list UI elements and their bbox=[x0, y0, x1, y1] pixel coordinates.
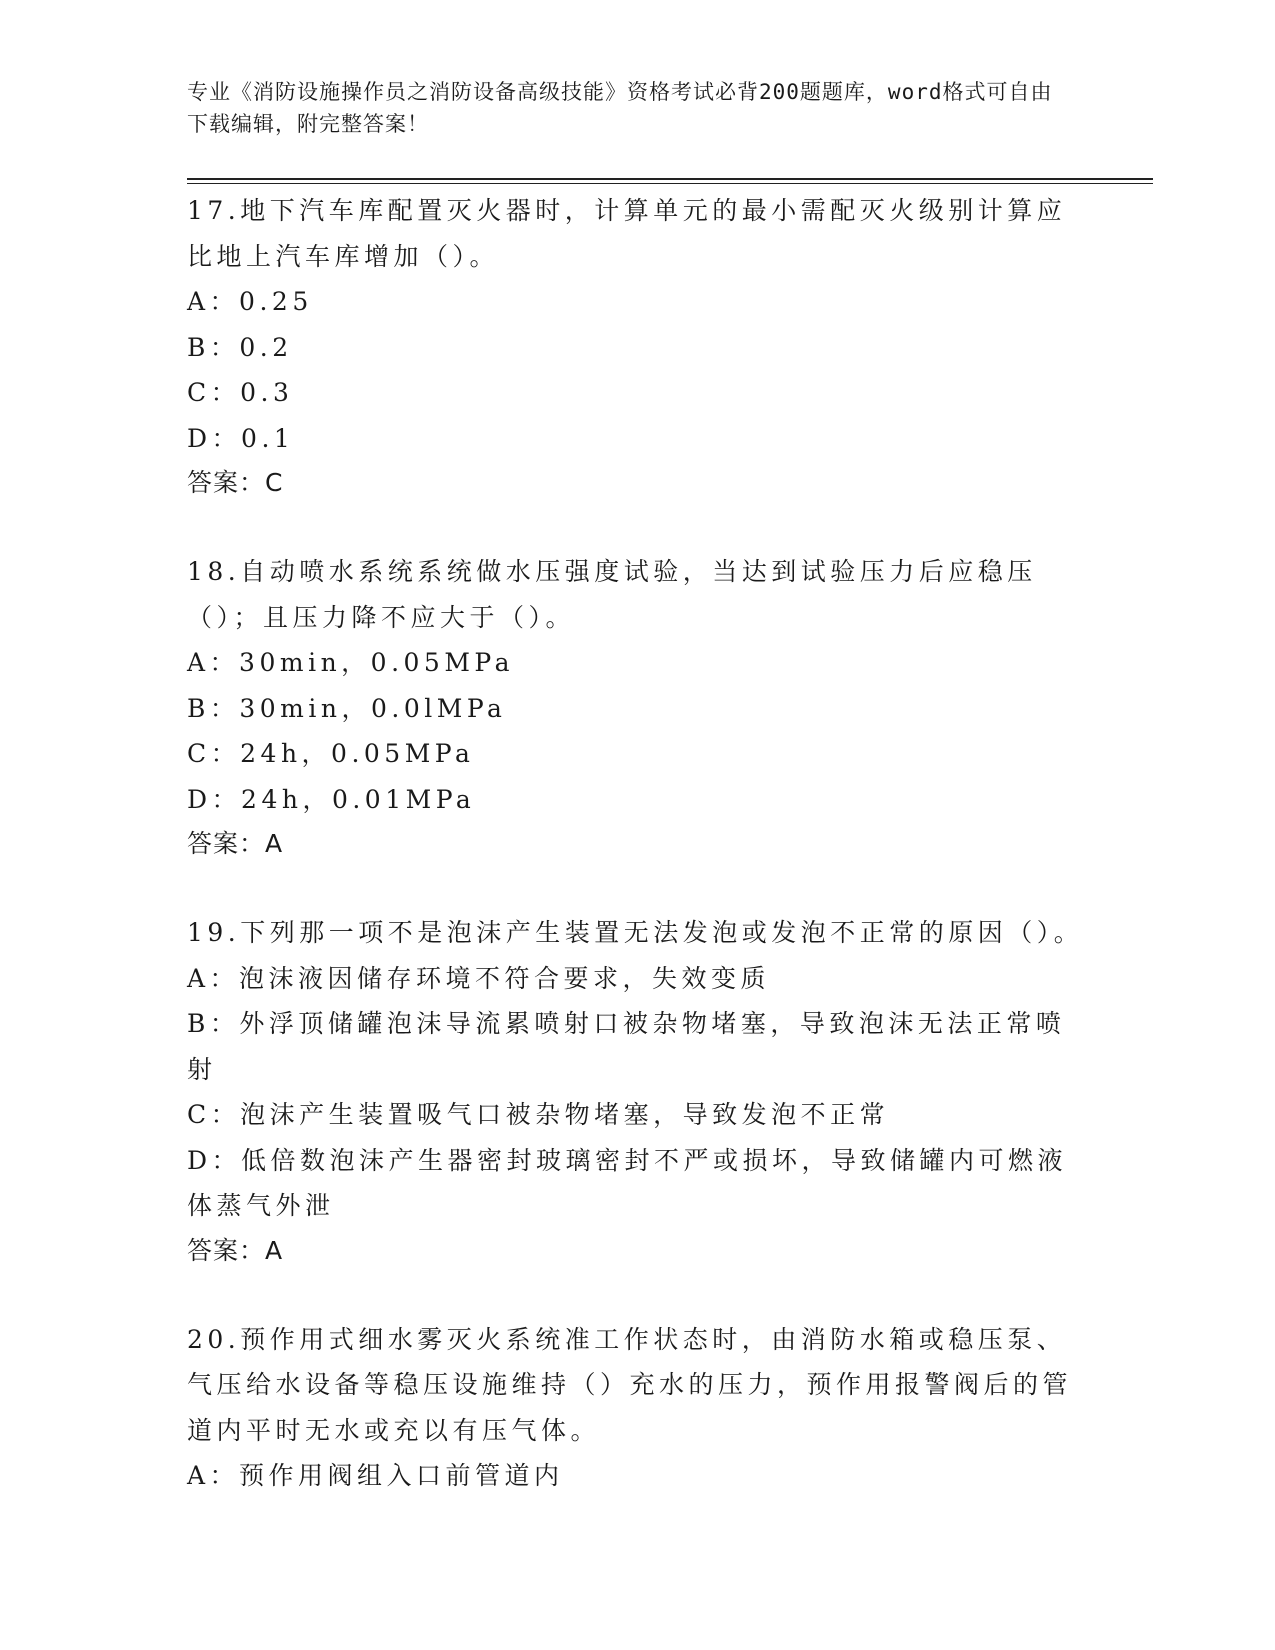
option-c: C：24h，0.05MPa bbox=[187, 739, 475, 768]
header-divider-thin bbox=[187, 183, 1153, 184]
option-a: A：0.25 bbox=[187, 287, 313, 316]
option-d: D：低倍数泡沫产生器密封玻璃密封不严或损坏，导致储罐内可燃液体蒸气外泄 bbox=[187, 1145, 1068, 1220]
option-a: A：预作用阀组入口前管道内 bbox=[187, 1461, 564, 1490]
question-19 bbox=[187, 910, 1087, 1273]
question-text: 18.自动喷水系统系统做水压强度试验，当达到试验压力后应稳压（）；且压力降不应大于（）。 bbox=[187, 557, 1037, 632]
question-text: 20.预作用式细水雾灭火系统准工作状态时，由消防水箱或稳压泵、气压给水设备等稳压设施维持（）充水的压力，预作用报警阀后的管道内平时无水或充以有压气体。 bbox=[187, 1324, 1073, 1445]
header-divider bbox=[187, 178, 1153, 180]
question-list bbox=[187, 188, 1087, 1543]
question-text: 19.下列那一项不是泡沫产生装置无法发泡或发泡不正常的原因（）。 bbox=[187, 918, 1084, 947]
question-18 bbox=[187, 549, 1087, 866]
option-a: A：30min，0.05MPa bbox=[187, 648, 515, 677]
option-c: C：泡沫产生装置吸气口被杂物堵塞，导致发泡不正常 bbox=[187, 1100, 890, 1129]
question-17 bbox=[187, 188, 1087, 505]
option-c: C：0.3 bbox=[187, 378, 294, 407]
option-d: D：0.1 bbox=[187, 423, 295, 453]
option-d: D：24h，0.01MPa bbox=[187, 784, 476, 814]
answer-line: 答案：C bbox=[187, 468, 284, 497]
answer-line: 答案：A bbox=[187, 1235, 284, 1265]
option-b: B：30min，0.0lMPa bbox=[187, 693, 507, 723]
option-b: B：0.2 bbox=[187, 332, 293, 362]
question-text: 17.地下汽车库配置灭火器时，计算单元的最小需配灭火级别计算应比地上汽车库增加（）。 bbox=[187, 196, 1067, 271]
document-header: 专业《消防设施操作员之消防设备高级技能》资格考试必背200题题库，word格式可自由下载编辑，附完整答案！ bbox=[187, 80, 1053, 136]
option-a: A：泡沫液因储存环境不符合要求，失效变质 bbox=[187, 963, 771, 993]
option-b: B：外浮顶储罐泡沫导流累喷射口被杂物堵塞，导致泡沫无法正常喷射 bbox=[187, 1009, 1066, 1084]
answer-line: 答案：A bbox=[187, 829, 284, 858]
question-20 bbox=[187, 1317, 1087, 1499]
